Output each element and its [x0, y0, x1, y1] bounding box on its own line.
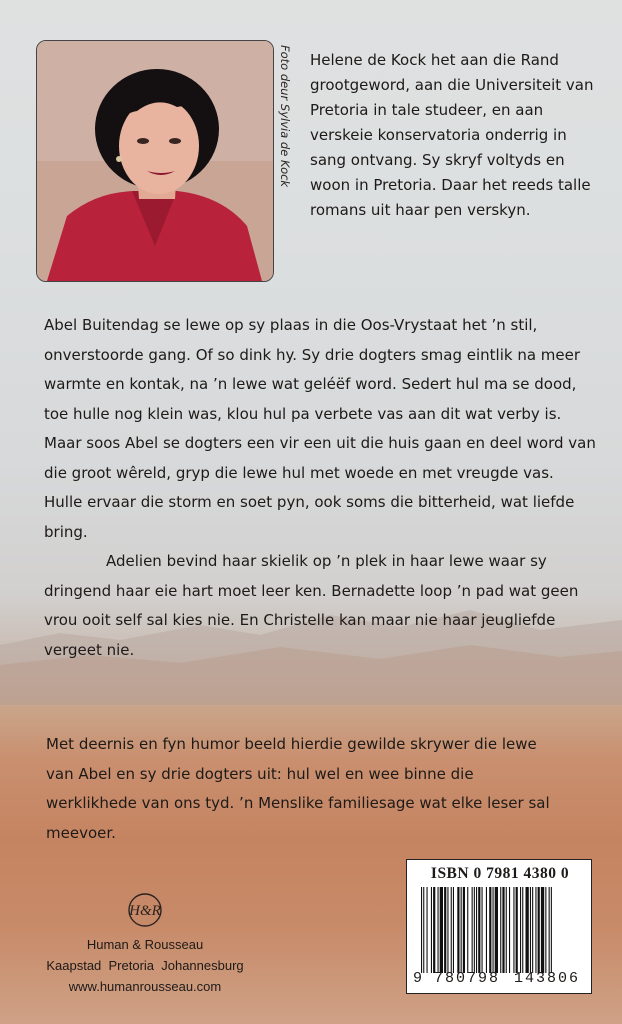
photo-credit: Foto deur Sylvia de Kock — [278, 45, 292, 188]
author-portrait-image — [37, 41, 273, 281]
barcode-digit-group-2: 143806 — [513, 970, 580, 987]
blurb-paragraph-2: Adelien bevind haar skielik op ’n plek in haar lewe waar sy dringend haar eie hart moet leer ken. Bernadette loop ’n pad wat geen vrou ooit self sal kies nie. En Christelle kan maar nie haar jeugliefde vergeet nie. — [44, 552, 579, 659]
publisher-logo — [125, 888, 165, 934]
barcode-image — [413, 887, 587, 973]
barcode-digit-group-1: 780798 — [433, 970, 500, 987]
publisher-logo-text: H&R — [129, 903, 161, 919]
publisher-cities: Kaapstad Pretoria Johannesburg — [46, 958, 244, 973]
blurb-paragraph-1: Abel Buitendag se lewe op sy plaas in die Oos-Vrystaat het ’n stil, onverstoorde gang. Of so dink hy. Sy drie dogters smag eintlik na meer warmte en kontak, na ’n lewe wat geléëf word. Sedert hul ma se dood, toe hulle nog klein was, klou hul pa verbete vas aan dit wat verby is. Maar soos Abel se dogters een vir een uit die huis gaan en deel word van die groot wêreld, gryp die lewe hul met woede en met vreugde vas. Hulle ervaar die storm en soet pyn, ook soms die bitterheid, wat liefde bring. — [44, 316, 596, 541]
publisher-website: www.humanrousseau.com — [68, 979, 222, 994]
isbn-label: ISBN 0 7981 4380 0 — [430, 865, 570, 882]
closing-paragraph: Met deernis en fyn humor beeld hierdie gewilde skrywer die lewe van Abel en sy drie dogters uit: hul wel en wee binne die werklikhede van ons tyd. ’n Menslike familiesage wat elke leser sal meevoer. — [46, 735, 550, 842]
blurb — [44, 311, 596, 665]
author-photo — [36, 40, 274, 282]
author-bio: Helene de Kock het aan die Rand grootgeword, aan die Universiteit van Pretoria in tale studeer, en aan verskeie konservatoria onderrig in sang ontvang. Sy skryf voltyds en woon in Pretoria. Daar het reeds talle romans uit haar pen verskyn. — [310, 51, 594, 219]
barcode-lead-digit: 9 — [413, 970, 423, 987]
barcode-digits — [413, 970, 587, 987]
isbn-barcode-box — [406, 859, 592, 994]
publisher-name: Human & Rousseau — [86, 937, 204, 952]
